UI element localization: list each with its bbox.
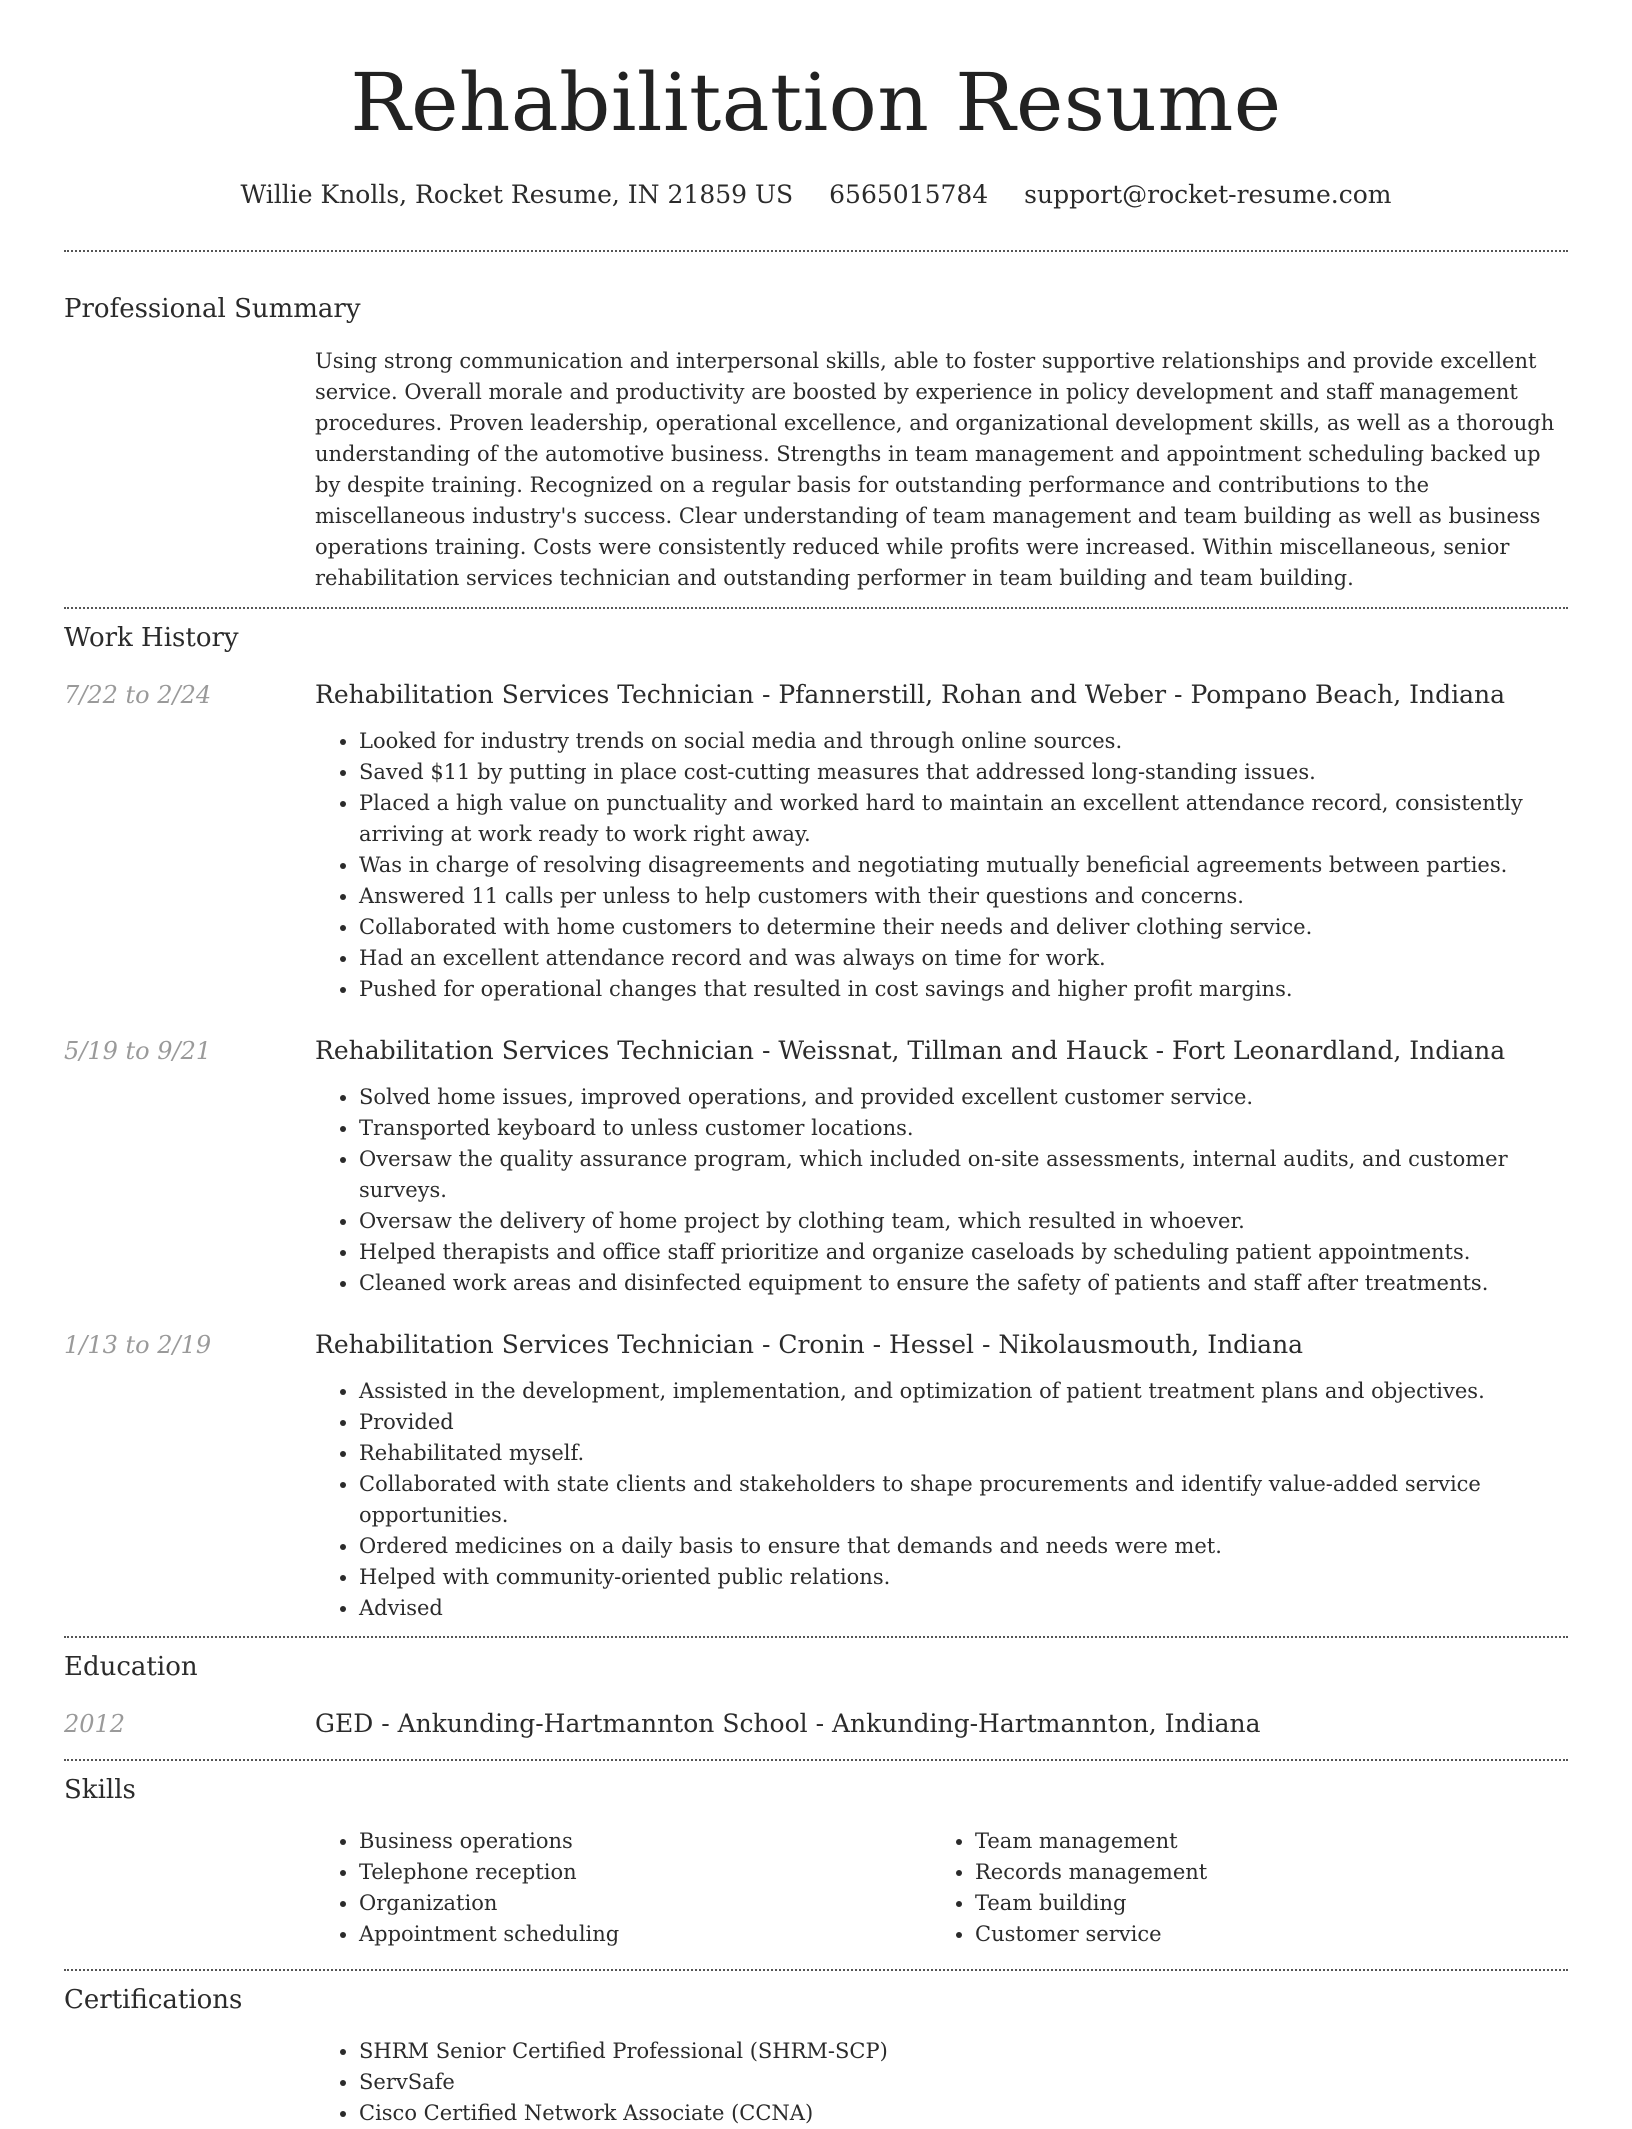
- skill-item: • Customer service: [975, 1919, 1547, 1950]
- certification-item: • ServSafe: [359, 2067, 1568, 2098]
- section-divider: [64, 250, 1568, 252]
- job-bullet: • Helped therapists and office staff prioritize and organize caseloads by scheduling patient appointments.: [359, 1237, 1568, 1268]
- job-bullet: • Looked for industry trends on social media and through online sources.: [359, 726, 1568, 757]
- job-bullet: • Cleaned work areas and disinfected equipment to ensure the safety of patients and staff after treatments.: [359, 1268, 1568, 1299]
- summary-text: Using strong communication and interpersonal skills, able to foster supportive relationships and provide excellent service. Overall morale and productivity are boosted by experience in policy development and staff management procedures. Proven leadership, operational excellence, and organizational development skills, as well as a thorough understanding of the automotive business. Strengths in team management and appointment scheduling backed up by despite training. Recognized on a regular basis for outstanding performance and contributions to the miscellaneous industry's success. Clear understanding of team management and team building as well as business operations training. Costs were consistently reduced while profits were increased. Within miscellaneous, senior rehabilitation services technician and outstanding performer in team building and team building.: [315, 349, 1555, 590]
- skill-item: • Team management: [975, 1826, 1547, 1857]
- contact-address: Willie Knolls, Rocket Resume, IN 21859 US: [240, 180, 794, 209]
- job-bullet: • Saved $11 by putting in place cost-cutting measures that addressed long-standing issues.: [359, 757, 1568, 788]
- job-entry: [64, 1328, 1568, 1624]
- resume-page: [64, 0, 1568, 2129]
- education-degree: GED - Ankunding-Hartmannton School - Ankunding-Hartmannton, Indiana: [315, 1709, 1261, 1738]
- skill-item: • Business operations: [359, 1826, 931, 1857]
- job-bullet: • Assisted in the development, implementation, and optimization of patient treatment plans and objectives.: [359, 1376, 1568, 1407]
- skills-section: [64, 1773, 1568, 1950]
- job-entry: [64, 678, 1568, 1005]
- job-bullet: • Placed a high value on punctuality and worked hard to maintain an excellent attendance record, consistently arriving at work ready to work right away.: [359, 788, 1568, 850]
- job-bullet: • Helped with community-oriented public relations.: [359, 1562, 1568, 1593]
- job-bullet: • Rehabilitated myself.: [359, 1438, 1568, 1469]
- job-title: Rehabilitation Services Technician - Weissnat, Tillman and Hauck - Fort Leonardland, Indiana: [315, 1036, 1506, 1065]
- job-bullet: • Was in charge of resolving disagreements and negotiating mutually beneficial agreements between parties.: [359, 850, 1568, 881]
- job-bullet: • Transported keyboard to unless customer locations.: [359, 1113, 1568, 1144]
- summary-heading: Professional Summary: [64, 294, 361, 324]
- skill-item: • Records management: [975, 1857, 1547, 1888]
- job-bullet: • Solved home issues, improved operations, and provided excellent customer service.: [359, 1082, 1568, 1113]
- summary-section: [64, 292, 1568, 594]
- job-bullet: • Advised: [359, 1593, 1568, 1624]
- contact-email: support@rocket-resume.com: [1024, 180, 1392, 209]
- skills-column-left: [315, 1826, 931, 1950]
- job-bullet: • Collaborated with home customers to determine their needs and deliver clothing service.: [359, 912, 1568, 943]
- section-divider: [64, 1759, 1568, 1761]
- job-entry: [64, 1034, 1568, 1299]
- education-section: [64, 1650, 1568, 1741]
- section-divider: [64, 607, 1568, 609]
- job-title: Rehabilitation Services Technician - Cronin - Hessel - Nikolausmouth, Indiana: [315, 1330, 1304, 1359]
- education-entry: [64, 1707, 1568, 1741]
- work-history-heading: Work History: [64, 623, 239, 653]
- job-bullet: • Pushed for operational changes that resulted in cost savings and higher profit margins.: [359, 974, 1568, 1005]
- job-header: [64, 1034, 1568, 1068]
- skill-item: • Appointment scheduling: [359, 1919, 931, 1950]
- resume-title: Rehabilitation Resume: [350, 56, 1282, 149]
- skill-item: • Organization: [359, 1888, 931, 1919]
- education-year: 2012: [64, 1710, 126, 1738]
- job-bullet: • Collaborated with state clients and stakeholders to shape procurements and identify value-added service opportunities.: [359, 1469, 1568, 1531]
- skill-item: • Team building: [975, 1888, 1547, 1919]
- skills-column-right: [931, 1826, 1547, 1950]
- job-bullet: • Provided: [359, 1407, 1568, 1438]
- contact-line: [64, 178, 1568, 212]
- education-heading: Education: [64, 1652, 198, 1682]
- job-bullet: • Had an excellent attendance record and was always on time for work.: [359, 943, 1568, 974]
- job-bullet: • Oversaw the quality assurance program, which included on-site assessments, internal audits, and customer surveys.: [359, 1144, 1568, 1206]
- certification-item: • Cisco Certified Network Associate (CCNA): [359, 2098, 1568, 2129]
- job-bullets: [315, 726, 1568, 1005]
- job-bullets: [315, 1082, 1568, 1299]
- job-bullet: • Answered 11 calls per unless to help customers with their questions and concerns.: [359, 881, 1568, 912]
- job-dates: 7/22 to 2/24: [64, 681, 212, 709]
- work-history-section: [64, 621, 1568, 1624]
- job-title: Rehabilitation Services Technician - Pfannerstill, Rohan and Weber - Pompano Beach, Indiana: [315, 680, 1505, 709]
- skill-item: • Telephone reception: [359, 1857, 931, 1888]
- job-bullet: • Ordered medicines on a daily basis to ensure that demands and needs were met.: [359, 1531, 1568, 1562]
- contact-phone: 6565015784: [829, 180, 989, 209]
- job-header: [64, 678, 1568, 712]
- section-divider: [64, 1969, 1568, 1971]
- job-bullet: • Oversaw the delivery of home project by clothing team, which resulted in whoever.: [359, 1206, 1568, 1237]
- job-bullets: [315, 1376, 1568, 1624]
- certifications-section: [64, 1983, 1568, 2129]
- skills-heading: Skills: [64, 1775, 136, 1805]
- job-header: [64, 1328, 1568, 1362]
- certifications-heading: Certifications: [64, 1985, 243, 2015]
- job-dates: 1/13 to 2/19: [64, 1331, 212, 1359]
- skills-list: [315, 1826, 1568, 1950]
- section-divider: [64, 1636, 1568, 1638]
- certification-item: • SHRM Senior Certified Professional (SHRM-SCP): [359, 2036, 1568, 2067]
- certifications-list: [315, 2036, 1568, 2129]
- job-dates: 5/19 to 9/21: [64, 1037, 212, 1065]
